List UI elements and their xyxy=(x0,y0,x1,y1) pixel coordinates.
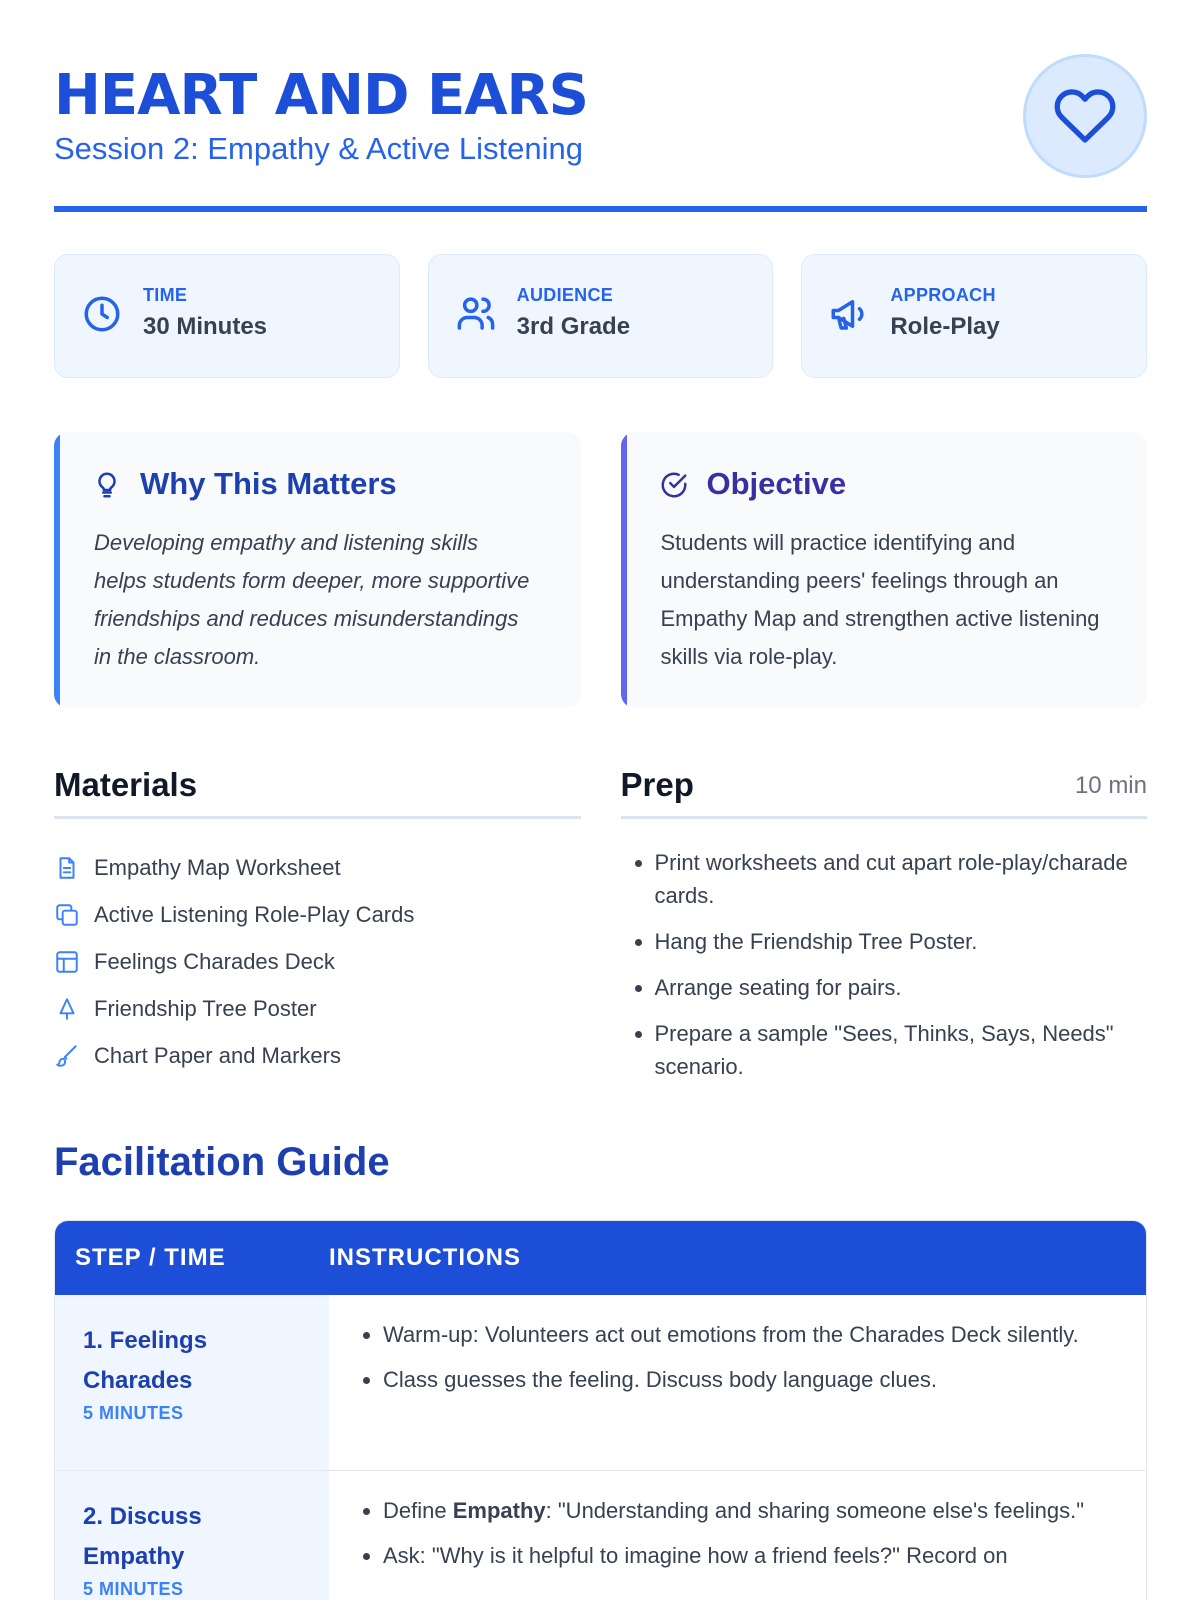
prep-list xyxy=(655,846,1148,1096)
users-icon xyxy=(455,293,497,335)
info-label: AUDIENCE xyxy=(516,285,614,305)
brush-icon xyxy=(54,1043,80,1069)
callouts xyxy=(54,432,1147,708)
step-cell xyxy=(55,1295,329,1470)
objective-callout xyxy=(621,432,1148,708)
instruction-pre: Define xyxy=(383,1498,453,1523)
instruction-post: : "Understanding and sharing someone else's feelings." xyxy=(545,1498,1085,1523)
table-row xyxy=(55,1295,1146,1471)
list-item xyxy=(54,985,414,1032)
instruction-item: • Warm-up: Volunteers act out emotions from the Charades Deck silently. xyxy=(383,1315,1106,1354)
material-label: Empathy Map Worksheet xyxy=(94,854,341,880)
prep-time: 10 min xyxy=(1074,772,1147,799)
prep-title: Prep xyxy=(620,766,694,803)
materials-list xyxy=(54,844,414,1079)
section-divider xyxy=(54,816,581,819)
step-name: 2. Discuss Empathy xyxy=(83,1503,202,1570)
check-circle-icon xyxy=(659,470,689,500)
info-value: Role-Play xyxy=(890,313,1000,340)
list-item xyxy=(54,1032,414,1079)
page-title: HEART AND EARS xyxy=(54,63,588,128)
instruction-term: Empathy xyxy=(452,1498,546,1523)
guide-title: Facilitation Guide xyxy=(54,1140,390,1184)
prep-section xyxy=(621,760,1148,1090)
header xyxy=(54,64,1147,214)
info-card-approach xyxy=(801,254,1147,378)
why-body: Developing empathy and listening skills helps students form deeper, more supportive friendships and reduces misunderstandings in the classroom. xyxy=(94,530,530,669)
section-divider xyxy=(621,816,1148,819)
guide-table xyxy=(54,1220,1147,1600)
lightbulb-icon xyxy=(92,470,122,500)
step-cell xyxy=(55,1471,329,1600)
list-item xyxy=(54,938,414,985)
cards-icon xyxy=(54,902,80,928)
info-value: 3rd Grade xyxy=(516,313,631,340)
materials-title: Materials xyxy=(54,766,198,803)
layout-icon xyxy=(54,949,80,975)
material-label: Chart Paper and Markers xyxy=(94,1042,341,1068)
objective-body: Students will practice identifying and understanding peers' feelings through an Empathy Map and strengthen active listening skills via role-play. xyxy=(660,530,1100,669)
material-label: Active Listening Role-Play Cards xyxy=(94,901,415,927)
table-row xyxy=(55,1471,1146,1600)
info-card-audience xyxy=(428,254,774,378)
column-header-instructions: INSTRUCTIONS xyxy=(329,1244,521,1271)
instruction-item xyxy=(383,1491,1106,1530)
instruction-item: • Ask: "Why is it helpful to imagine how a friend feels?" Record on xyxy=(383,1536,1106,1575)
list-item: • Hang the Friendship Tree Poster. xyxy=(655,925,1148,958)
clock-icon xyxy=(81,293,123,335)
step-time: 5 MINUTES xyxy=(83,1579,184,1599)
lesson-page xyxy=(54,0,1147,1600)
materials-section xyxy=(54,760,581,1090)
heart-icon xyxy=(1053,84,1117,148)
tree-icon xyxy=(54,996,80,1022)
step-time: 5 MINUTES xyxy=(83,1403,184,1423)
list-item: • Prepare a sample "Sees, Thinks, Says, Needs" scenario. xyxy=(655,1017,1148,1083)
objective-title: Objective xyxy=(706,466,847,501)
heart-badge xyxy=(1023,54,1147,178)
info-cards xyxy=(54,254,1147,378)
list-item xyxy=(54,891,414,938)
info-value: 30 Minutes xyxy=(143,313,268,340)
step-name: 1. Feelings Charades xyxy=(83,1327,208,1394)
info-label: TIME xyxy=(143,285,188,305)
header-divider xyxy=(54,206,1147,212)
why-title: Why This Matters xyxy=(140,466,397,501)
instructions-cell xyxy=(329,1471,1146,1600)
why-callout xyxy=(54,432,581,708)
list-item: • Arrange seating for pairs. xyxy=(655,971,1148,1004)
info-label: APPROACH xyxy=(890,285,996,305)
list-item xyxy=(54,844,414,891)
page-subtitle: Session 2: Empathy & Active Listening xyxy=(54,131,584,166)
instructions-cell xyxy=(329,1295,1146,1470)
list-item: • Print worksheets and cut apart role-play/charade cards. xyxy=(655,846,1148,912)
materials-prep xyxy=(54,760,1147,1090)
document-icon xyxy=(54,855,80,881)
material-label: Friendship Tree Poster xyxy=(94,995,317,1021)
material-label: Feelings Charades Deck xyxy=(94,948,335,974)
column-header-step: STEP / TIME xyxy=(75,1244,226,1271)
instruction-item: • Class guesses the feeling. Discuss body language clues. xyxy=(383,1360,1106,1399)
table-header xyxy=(55,1221,1146,1295)
megaphone-icon xyxy=(828,293,870,335)
info-card-time xyxy=(54,254,400,378)
